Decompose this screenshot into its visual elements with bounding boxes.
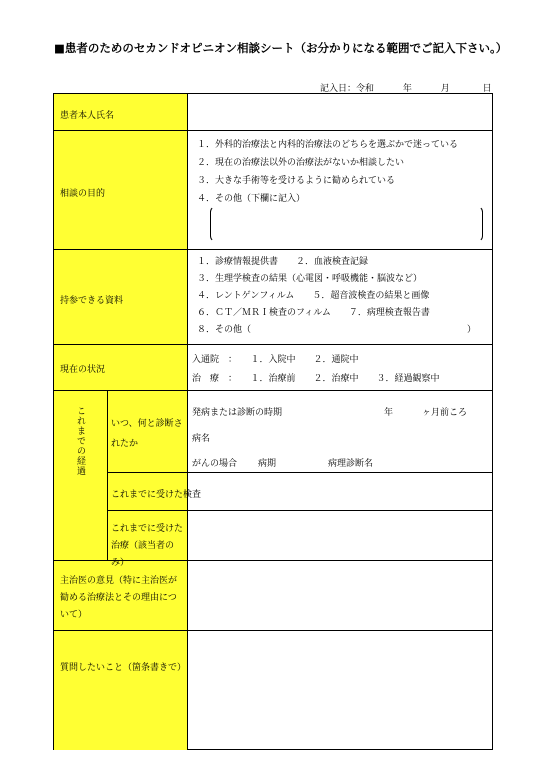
treatment-received-label: これまでに受けた治療（該当者のみ） — [111, 524, 184, 568]
purpose-label: 相談の目的 — [60, 189, 106, 199]
tests-field[interactable] — [188, 473, 491, 509]
material-item[interactable]: ４．レントゲンフィルム ５．超音波検査の結果と画像 — [197, 291, 430, 301]
purpose-item[interactable]: ４．その他（下欄に記入） — [197, 194, 306, 204]
cancer-case-label: がんの場合 — [192, 459, 238, 469]
onset-months-label: ヶ月前ころ — [422, 408, 468, 418]
diagnosis-when-label: いつ、何と診断されたか — [111, 419, 183, 449]
questions-label: 質問したいこと（箇条書きで） — [60, 663, 187, 673]
material-item[interactable]: ３．生理学検査の結果（心電図・呼吸機能・脳波など） — [197, 274, 423, 284]
patient-name-field[interactable] — [188, 95, 491, 129]
page-title: ■患者のためのセカンドオピニオン相談シート（お分かりになる範囲でご記入下さい。） — [54, 41, 508, 55]
doctor-opinion-label: 主治医の意見（特に主治医が勧める治療法とその理由について） — [60, 576, 178, 620]
purpose-item[interactable]: １．外科的治療法と内科的治療法のどちらを選ぶかで迷っている — [197, 140, 459, 150]
purpose-item[interactable]: ３．大きな手術等を受けるように勧められている — [197, 176, 396, 186]
date-year: 年 — [402, 84, 412, 94]
row-divider — [54, 130, 492, 131]
stage-label: 病期 — [258, 459, 277, 469]
row-divider — [54, 344, 492, 345]
date-label: 記入日：令和 — [320, 84, 375, 94]
pathology-label: 病理診断名 — [328, 459, 374, 469]
material-item[interactable]: １．診療情報提供書 ２．血液検査記録 — [197, 257, 369, 267]
date-day: 日 — [482, 84, 492, 94]
purpose-item[interactable]: ２．現在の治療法以外の治療法がないか相談したい — [197, 158, 405, 168]
label-column-top — [54, 94, 187, 390]
admission-status[interactable]: 入通院 ： １．入院中 ２．通院中 — [192, 355, 359, 365]
disease-name-label: 病名 — [192, 434, 211, 444]
onset-year-label: 年 — [384, 408, 394, 418]
questions-field[interactable] — [188, 631, 491, 749]
treatment-field[interactable] — [188, 511, 491, 559]
material-other-close: ） — [467, 325, 477, 335]
material-item[interactable]: ８．その他（ — [197, 325, 252, 335]
onset-period-label: 発病または診断の時期 — [192, 408, 283, 418]
treatment-status[interactable]: 治 療 ： １．治療前 ２．治療中 ３．経過観察中 — [192, 374, 440, 384]
row-divider — [54, 390, 492, 391]
doctor-opinion-field[interactable] — [188, 561, 491, 629]
column-divider — [107, 390, 108, 560]
materials-label: 持参できる資料 — [60, 296, 124, 306]
material-item[interactable]: ６．ＣＴ／ＭＲＩ検査のフィルム ７．病理検査報告書 — [197, 308, 430, 318]
tests-received-label: これまでに受けた検査 — [111, 490, 202, 500]
consultation-form-table — [53, 93, 493, 750]
other-details-field[interactable] — [210, 206, 483, 242]
date-month: 月 — [440, 84, 450, 94]
row-divider — [54, 249, 492, 250]
patient-name-label: 患者本人氏名 — [60, 111, 115, 121]
history-vertical-label: これまでの経過 — [75, 406, 85, 476]
status-label: 現在の状況 — [60, 365, 106, 375]
